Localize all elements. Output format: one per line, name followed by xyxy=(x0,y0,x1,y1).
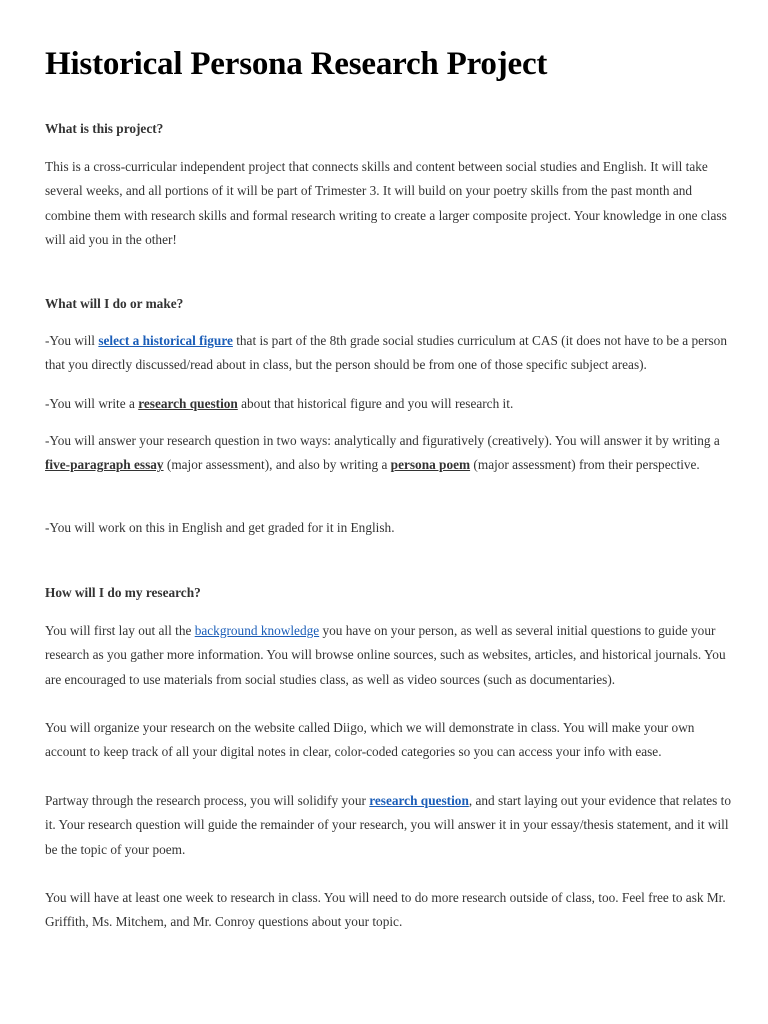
section-heading-how-research: How will I do my research? xyxy=(45,585,201,600)
research-question-term: research question xyxy=(138,396,238,411)
background-knowledge-link[interactable]: background knowledge xyxy=(194,623,320,638)
p3-text-after: , and start laying out your evidence that relates to it. Your research question will guide the remainder of your research, you will answer it in your essay/thesis statement, and it will be the topic of your poem. xyxy=(45,793,732,857)
persona-poem-term: persona poem xyxy=(390,457,471,473)
item3-text-after: (major assessment) from their perspective. xyxy=(470,457,700,473)
p1-text-before: You will first lay out all the xyxy=(45,623,195,638)
section-body-project-description: This is a cross-curricular independent project that connects skills and content between social studies and English. It will take several weeks, and all portions of it will be part of Trimester 3. It will build on your poetry skills from the past month and combine them with research skills and formal research writing to create a larger composite project. Your knowledge in one class will aid you in the other! xyxy=(45,159,727,248)
five-paragraph-essay-term: five-paragraph essay xyxy=(45,457,164,473)
paragraph-diigo: You will organize your research on the website called Diigo, which we will demonstrate in class. You will make your own account to keep track of all your digital notes in clear, color-coded categories so you can access your info with ease. xyxy=(45,720,695,760)
item1-text-before: -You will xyxy=(45,333,99,348)
item3-text-middle: (major assessment), and also by writing a xyxy=(163,457,391,473)
list-item-answer-question xyxy=(45,429,731,478)
paragraph-background-knowledge xyxy=(45,619,731,692)
p3-text-before: Partway through the research process, you will solidify your xyxy=(45,793,370,808)
paragraph-research-time: You will have at least one week to research in class. You will need to do more research outside of class, too. Feel free to ask Mr. Griffith, Ms. Mitchem, and Mr. Conroy questions about your topic. xyxy=(45,890,726,930)
section-heading-what-will-i-do: What will I do or make? xyxy=(45,296,184,311)
item3-text-before: -You will answer your research question in two ways: analytically and figuratively (creatively). You will answer it by writing a xyxy=(45,433,720,448)
select-historical-figure-link[interactable]: select a historical figure xyxy=(98,333,233,348)
item1-text-after: that is part of the 8th grade social studies curriculum at CAS (it does not have to be a person that you directly discussed/read about in class, but the person should be from one of those specific subject areas). xyxy=(45,333,727,373)
list-item-graded-in-english: -You will work on this in English and get graded for it in English. xyxy=(45,520,395,535)
section-heading-what-is-project: What is this project? xyxy=(45,121,164,136)
paragraph-solidify-question xyxy=(45,789,731,862)
list-item-research-question xyxy=(45,392,731,416)
item2-text-before: -You will write a xyxy=(45,396,139,411)
p1-text-after: you have on your person, as well as several initial questions to guide your research as you gather more information. You will browse online sources, such as websites, articles, and historical journals. You are encouraged to use materials from social studies class, as well as video sources (such as documentaries). xyxy=(45,623,726,687)
item2-text-after: about that historical figure and you will research it. xyxy=(237,396,514,411)
page-title: Historical Persona Research Project xyxy=(45,46,548,82)
research-question-link[interactable]: research question xyxy=(369,793,469,808)
list-item-select-figure xyxy=(45,329,731,378)
